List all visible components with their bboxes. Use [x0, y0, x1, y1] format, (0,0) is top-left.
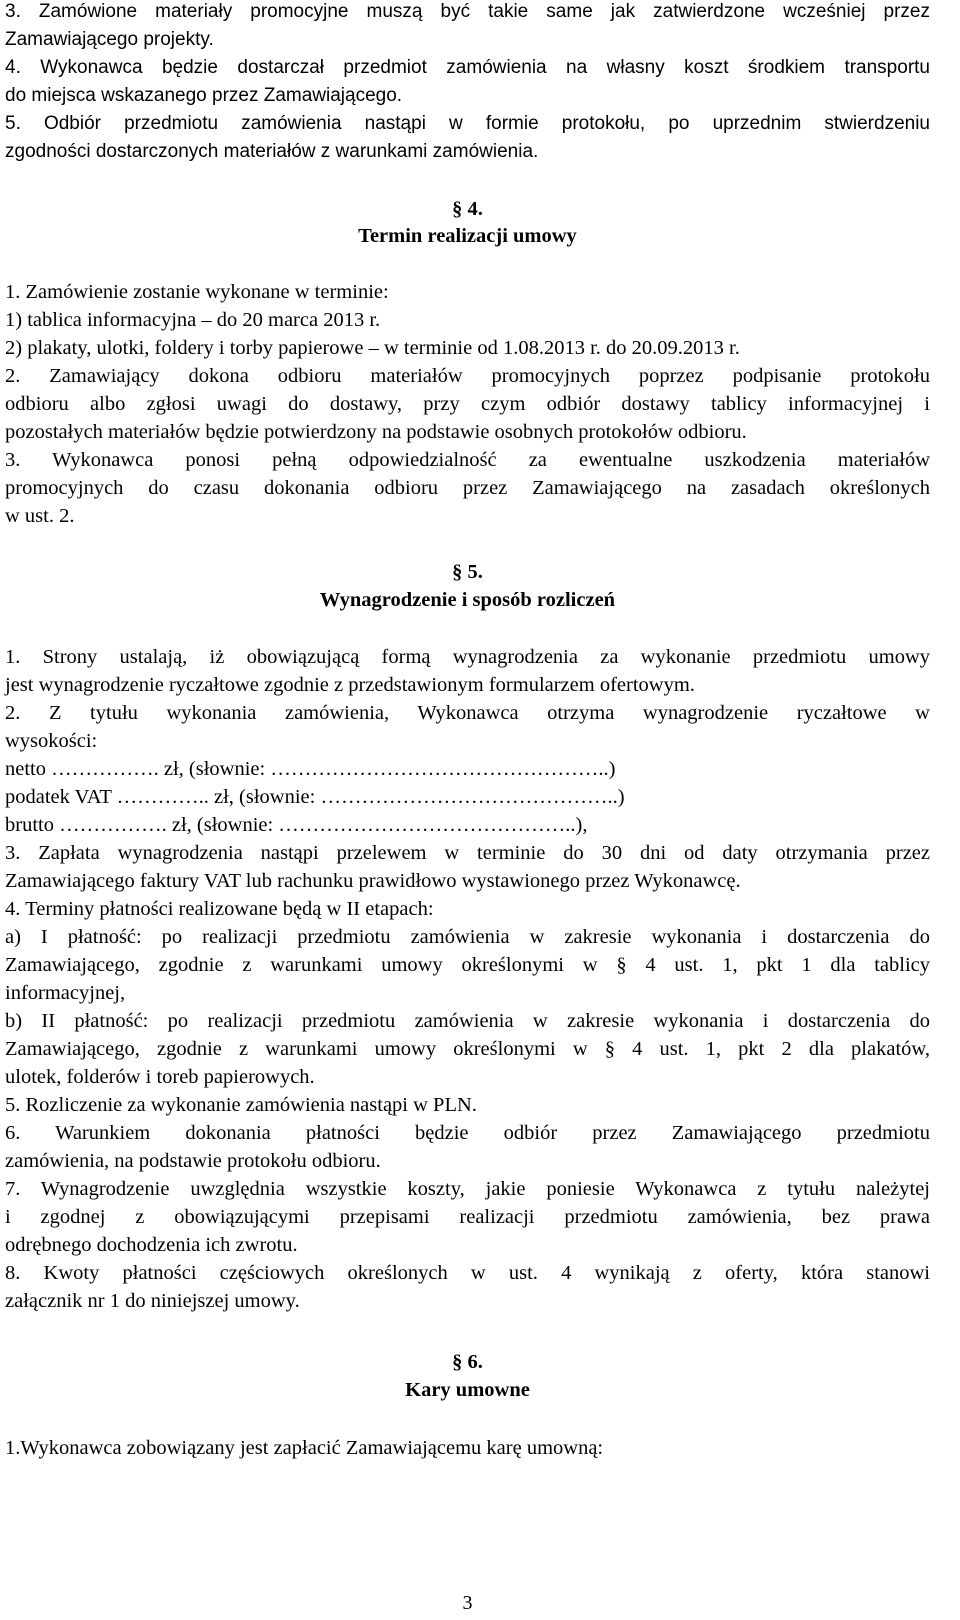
- paragraph-line: zgodności dostarczonych materiałów z warunkami zamówienia.: [5, 141, 539, 162]
- paragraph-line: a) I płatność: po realizacji przedmiotu zamówienia w zakresie wykonania i dostarczenia do: [5, 926, 930, 948]
- paragraph-line: 4. Wykonawca będzie dostarczał przedmiot zamówienia na własny koszt środkiem transportu: [5, 57, 930, 78]
- paragraph-line: 7. Wynagrodzenie uwzględnia wszystkie koszty, jakie poniesie Wykonawca z tytułu należytej: [5, 1178, 930, 1200]
- section-number: § 4.: [452, 198, 483, 220]
- section-title: Kary umowne: [405, 1379, 530, 1401]
- section-number: § 6.: [452, 1351, 483, 1373]
- paragraph-line: Zamawiającego projekty.: [5, 29, 214, 50]
- paragraph-line: Zamawiającego faktury VAT lub rachunku prawidłowo wystawionego przez Wykonawcę.: [5, 870, 741, 892]
- paragraph-line: i zgodnej z obowiązującymi przepisami realizacji przedmiotu zamówienia, bez prawa: [5, 1206, 930, 1228]
- section-number: § 5.: [452, 561, 483, 583]
- paragraph-line: 1) tablica informacyjna – do 20 marca 2013 r.: [5, 309, 381, 331]
- paragraph-line: b) II płatność: po realizacji przedmiotu zamówienia w zakresie wykonania i dostarczenia do: [5, 1010, 930, 1032]
- paragraph-line: Zamawiającego, zgodnie z warunkami umowy określonymi w § 4 ust. 1, pkt 1 dla tablicy: [5, 954, 930, 976]
- paragraph-line: 4. Terminy płatności realizowane będą w II etapach:: [5, 898, 434, 920]
- paragraph-line: 2. Z tytułu wykonania zamówienia, Wykonawca otrzyma wynagrodzenie ryczałtowe w: [5, 702, 930, 724]
- paragraph-line: 1.Wykonawca zobowiązany jest zapłacić Zamawiającemu karę umowną:: [5, 1437, 604, 1459]
- paragraph-line: 1. Zamówienie zostanie wykonane w terminie:: [5, 281, 389, 303]
- paragraph-line: w ust. 2.: [5, 505, 75, 527]
- amount-brutto-line: brutto ……………. zł, (słownie: ……………………………………..),: [5, 814, 588, 836]
- paragraph-line: promocyjnych do czasu dokonania odbioru przez Zamawiającego na zasadach określonych: [5, 477, 930, 499]
- section-title: Wynagrodzenie i sposób rozliczeń: [319, 589, 616, 611]
- paragraph-line: odrębnego dochodzenia ich zwrotu.: [5, 1234, 298, 1256]
- paragraph-line: informacyjnej,: [5, 982, 126, 1004]
- paragraph-line: 8. Kwoty płatności częściowych określonych w ust. 4 wynikają z oferty, która stanowi: [5, 1262, 930, 1284]
- page-number: 3: [462, 1592, 473, 1614]
- paragraph-line: 3. Zapłata wynagrodzenia nastąpi przelewem w terminie do 30 dni od daty otrzymania przez: [5, 842, 930, 864]
- paragraph-line: 5. Odbiór przedmiotu zamówienia nastąpi w formie protokołu, po uprzednim stwierdzeniu: [5, 113, 930, 134]
- amount-netto-line: netto ……………. zł, (słownie: …………………………………………..): [5, 758, 616, 780]
- paragraph-line: 1. Strony ustalają, iż obowiązującą formą wynagrodzenia za wykonanie przedmiotu umowy: [5, 646, 930, 668]
- paragraph-line: jest wynagrodzenie ryczałtowe zgodnie z przedstawionym formularzem ofertowym.: [5, 674, 695, 696]
- paragraph-line: 2. Zamawiający dokona odbioru materiałów promocyjnych poprzez podpisanie protokołu: [5, 365, 930, 387]
- section-title: Termin realizacji umowy: [358, 225, 577, 247]
- paragraph-line: 3. Wykonawca ponosi pełną odpowiedzialność za ewentualne uszkodzenia materiałów: [5, 449, 930, 471]
- paragraph-line: Zamawiającego, zgodnie z warunkami umowy określonymi w § 4 ust. 1, pkt 2 dla plakatów,: [5, 1038, 930, 1060]
- paragraph-line: ulotek, folderów i toreb papierowych.: [5, 1066, 315, 1088]
- paragraph-line: odbioru albo zgłosi uwagi do dostawy, przy czym odbiór dostawy tablicy informacyjnej i: [5, 393, 930, 415]
- paragraph-line: wysokości:: [5, 730, 98, 752]
- paragraph-line: pozostałych materiałów będzie potwierdzony na podstawie osobnych protokołów odbioru.: [5, 421, 747, 443]
- amount-vat-line: podatek VAT ………….. zł, (słownie: ……………………………………..): [5, 786, 625, 808]
- paragraph-line: 2) plakaty, ulotki, foldery i torby papierowe – w terminie od 1.08.2013 r. do 20.09.2013 r.: [5, 337, 740, 359]
- paragraph-line: 5. Rozliczenie za wykonanie zamówienia nastąpi w PLN.: [5, 1094, 477, 1116]
- paragraph-line: do miejsca wskazanego przez Zamawiającego.: [5, 85, 403, 106]
- paragraph-line: 6. Warunkiem dokonania płatności będzie odbiór przez Zamawiającego przedmiotu: [5, 1122, 930, 1144]
- paragraph-line: 3. Zamówione materiały promocyjne muszą być takie same jak zatwierdzone wcześniej przez: [5, 1, 930, 22]
- paragraph-line: zamówienia, na podstawie protokołu odbioru.: [5, 1150, 381, 1172]
- paragraph-line: załącznik nr 1 do niniejszej umowy.: [5, 1290, 300, 1312]
